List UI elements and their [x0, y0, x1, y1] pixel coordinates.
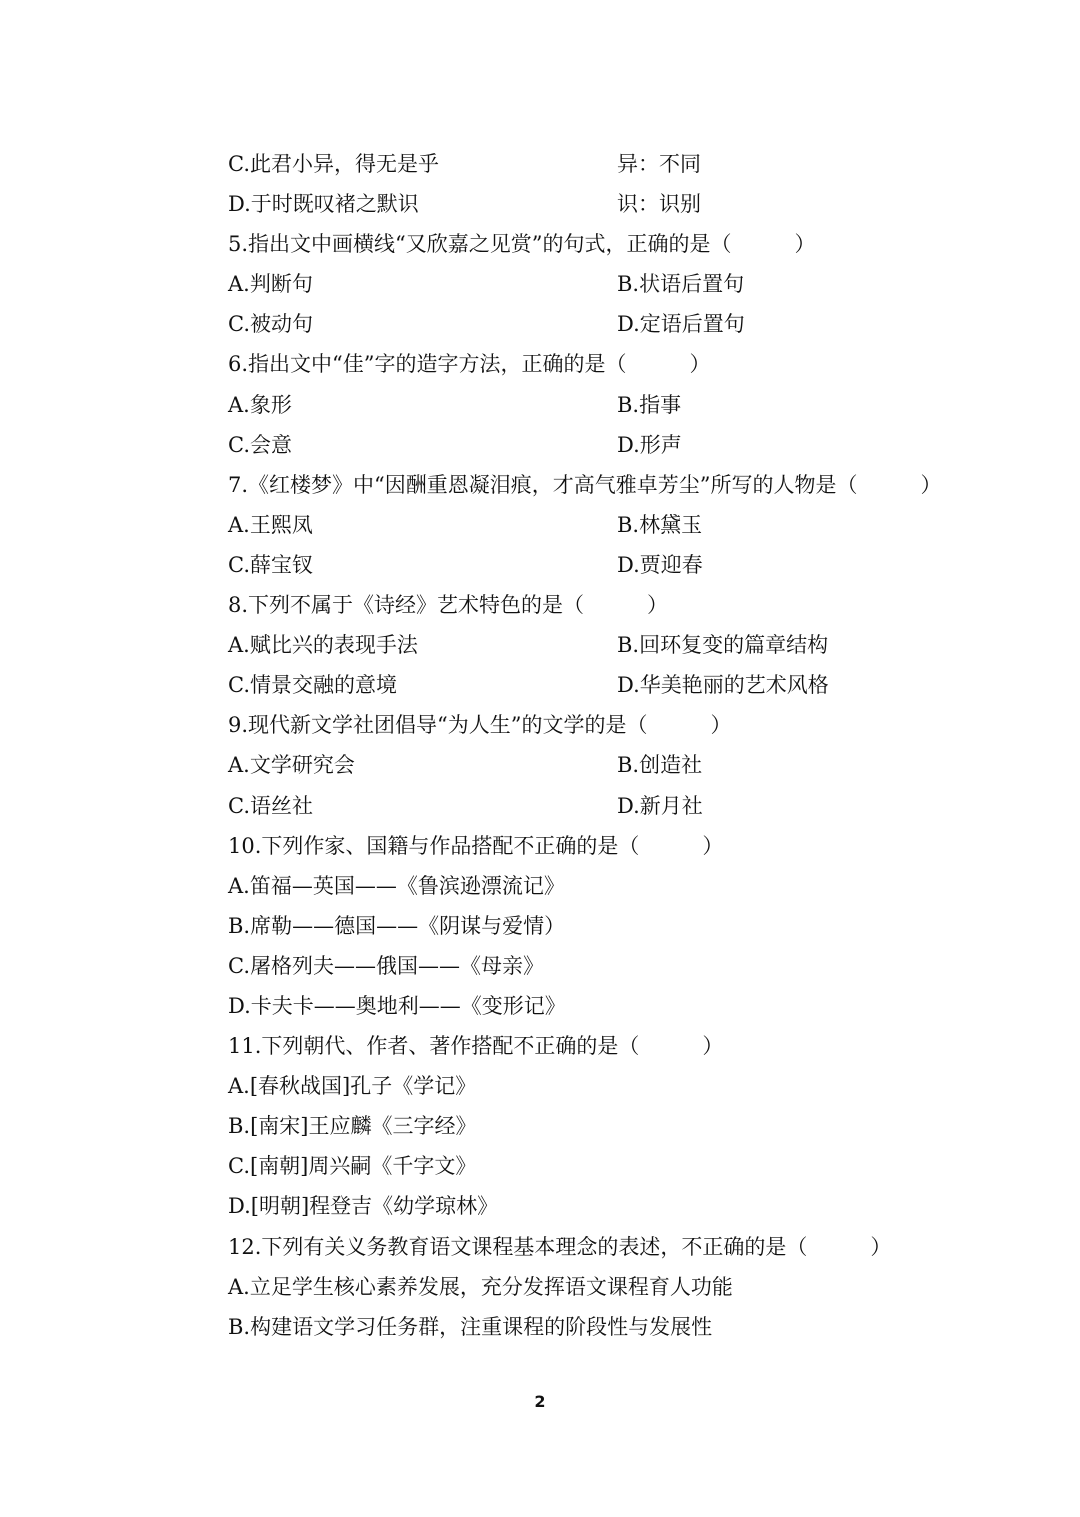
question-8-options-ab — [228, 625, 928, 665]
option-d: D.定语后置句 — [617, 312, 745, 337]
option-b: B.状语后置句 — [617, 272, 745, 297]
question-8-stem: 8.下列不属于《诗经》艺术特色的是（ ） — [228, 593, 669, 618]
option-b: B.席勒——德国——《阴谋与爱情） — [228, 913, 566, 938]
question-9-stem: 9.现代新文学社团倡导“为人生”的文学的是（ ） — [228, 713, 732, 738]
option-d: D.形声 — [617, 432, 682, 457]
option-a: A.[春秋战国]孔子《学记》 — [228, 1074, 477, 1099]
option-b: B.创造社 — [617, 753, 703, 778]
option-b: B.[南宋]王应麟《三字经》 — [228, 1114, 477, 1139]
option-text: D.于时既叹褚之默识 — [228, 192, 419, 217]
question-5-options-cd — [228, 304, 928, 344]
option-c: C.情景交融的意境 — [228, 673, 397, 698]
question-10-stem: 10.下列作家、国籍与作品搭配不正确的是（ ） — [228, 833, 724, 858]
question-6-options-ab — [228, 385, 928, 425]
question-11-stem: 11.下列朝代、作者、著作搭配不正确的是（ ） — [228, 1034, 724, 1059]
option-c: C.薛宝钗 — [228, 552, 313, 577]
option-d: D.华美艳丽的艺术风格 — [617, 673, 829, 698]
option-a: A.赋比兴的表现手法 — [228, 633, 418, 658]
option-text: C.此君小异，得无是乎 — [228, 152, 439, 176]
question-6-stem: 6.指出文中“佳”字的造字方法，正确的是（ ） — [228, 352, 711, 377]
question-7-stem: 7.《红楼梦》中“因酬重恩凝泪痕，才高气雅卓芳尘”所写的人物是（ ） — [228, 472, 942, 497]
option-note: 识：识别 — [617, 192, 701, 217]
option-note: 异：不同 — [617, 152, 701, 176]
option-a: A.象形 — [228, 392, 292, 417]
q4-option-row-d — [228, 184, 928, 224]
option-c: C.[南朝]周兴嗣《千字文》 — [228, 1154, 477, 1179]
option-b: B.指事 — [617, 392, 682, 417]
question-list — [228, 144, 942, 1347]
option-b: B.回环复变的篇章结构 — [617, 633, 829, 658]
page-number: 2 — [534, 1392, 546, 1411]
option-a: A.笛福—英国——《鲁滨逊漂流记》 — [228, 873, 565, 898]
option-a: A.王熙凤 — [228, 512, 313, 537]
question-9-options-cd — [228, 786, 928, 826]
option-a: A.文学研究会 — [228, 753, 355, 778]
question-5-options-ab — [228, 264, 928, 304]
option-d: D.贾迎春 — [617, 552, 703, 577]
option-a: A.判断句 — [228, 272, 313, 297]
option-c: C.语丝社 — [228, 793, 313, 818]
question-5-stem: 5.指出文中画横线“又欣嘉之见赏”的句式，正确的是（ ） — [228, 232, 816, 257]
option-d: D.卡夫卡——奥地利——《变形记》 — [228, 993, 566, 1018]
question-6-options-cd — [228, 425, 928, 465]
option-b: B.林黛玉 — [617, 512, 703, 537]
question-7-options-cd — [228, 545, 928, 585]
option-d: D.新月社 — [617, 793, 703, 818]
q4-option-row-c — [228, 144, 928, 184]
question-9-options-ab — [228, 745, 928, 785]
option-d: D.[明朝]程登吉《幼学琼林》 — [228, 1194, 499, 1219]
option-c: C.被动句 — [228, 312, 313, 337]
question-12-stem: 12.下列有关义务教育语文课程基本理念的表述，不正确的是（ ） — [228, 1234, 892, 1259]
option-a: A.立足学生核心素养发展，充分发挥语文课程育人功能 — [228, 1274, 733, 1299]
option-c: C.会意 — [228, 432, 292, 457]
question-7-options-ab — [228, 505, 928, 545]
option-b: B.构建语文学习任务群，注重课程的阶段性与发展性 — [228, 1314, 713, 1339]
option-c: C.屠格列夫——俄国——《母亲》 — [228, 953, 544, 978]
question-8-options-cd — [228, 665, 928, 705]
